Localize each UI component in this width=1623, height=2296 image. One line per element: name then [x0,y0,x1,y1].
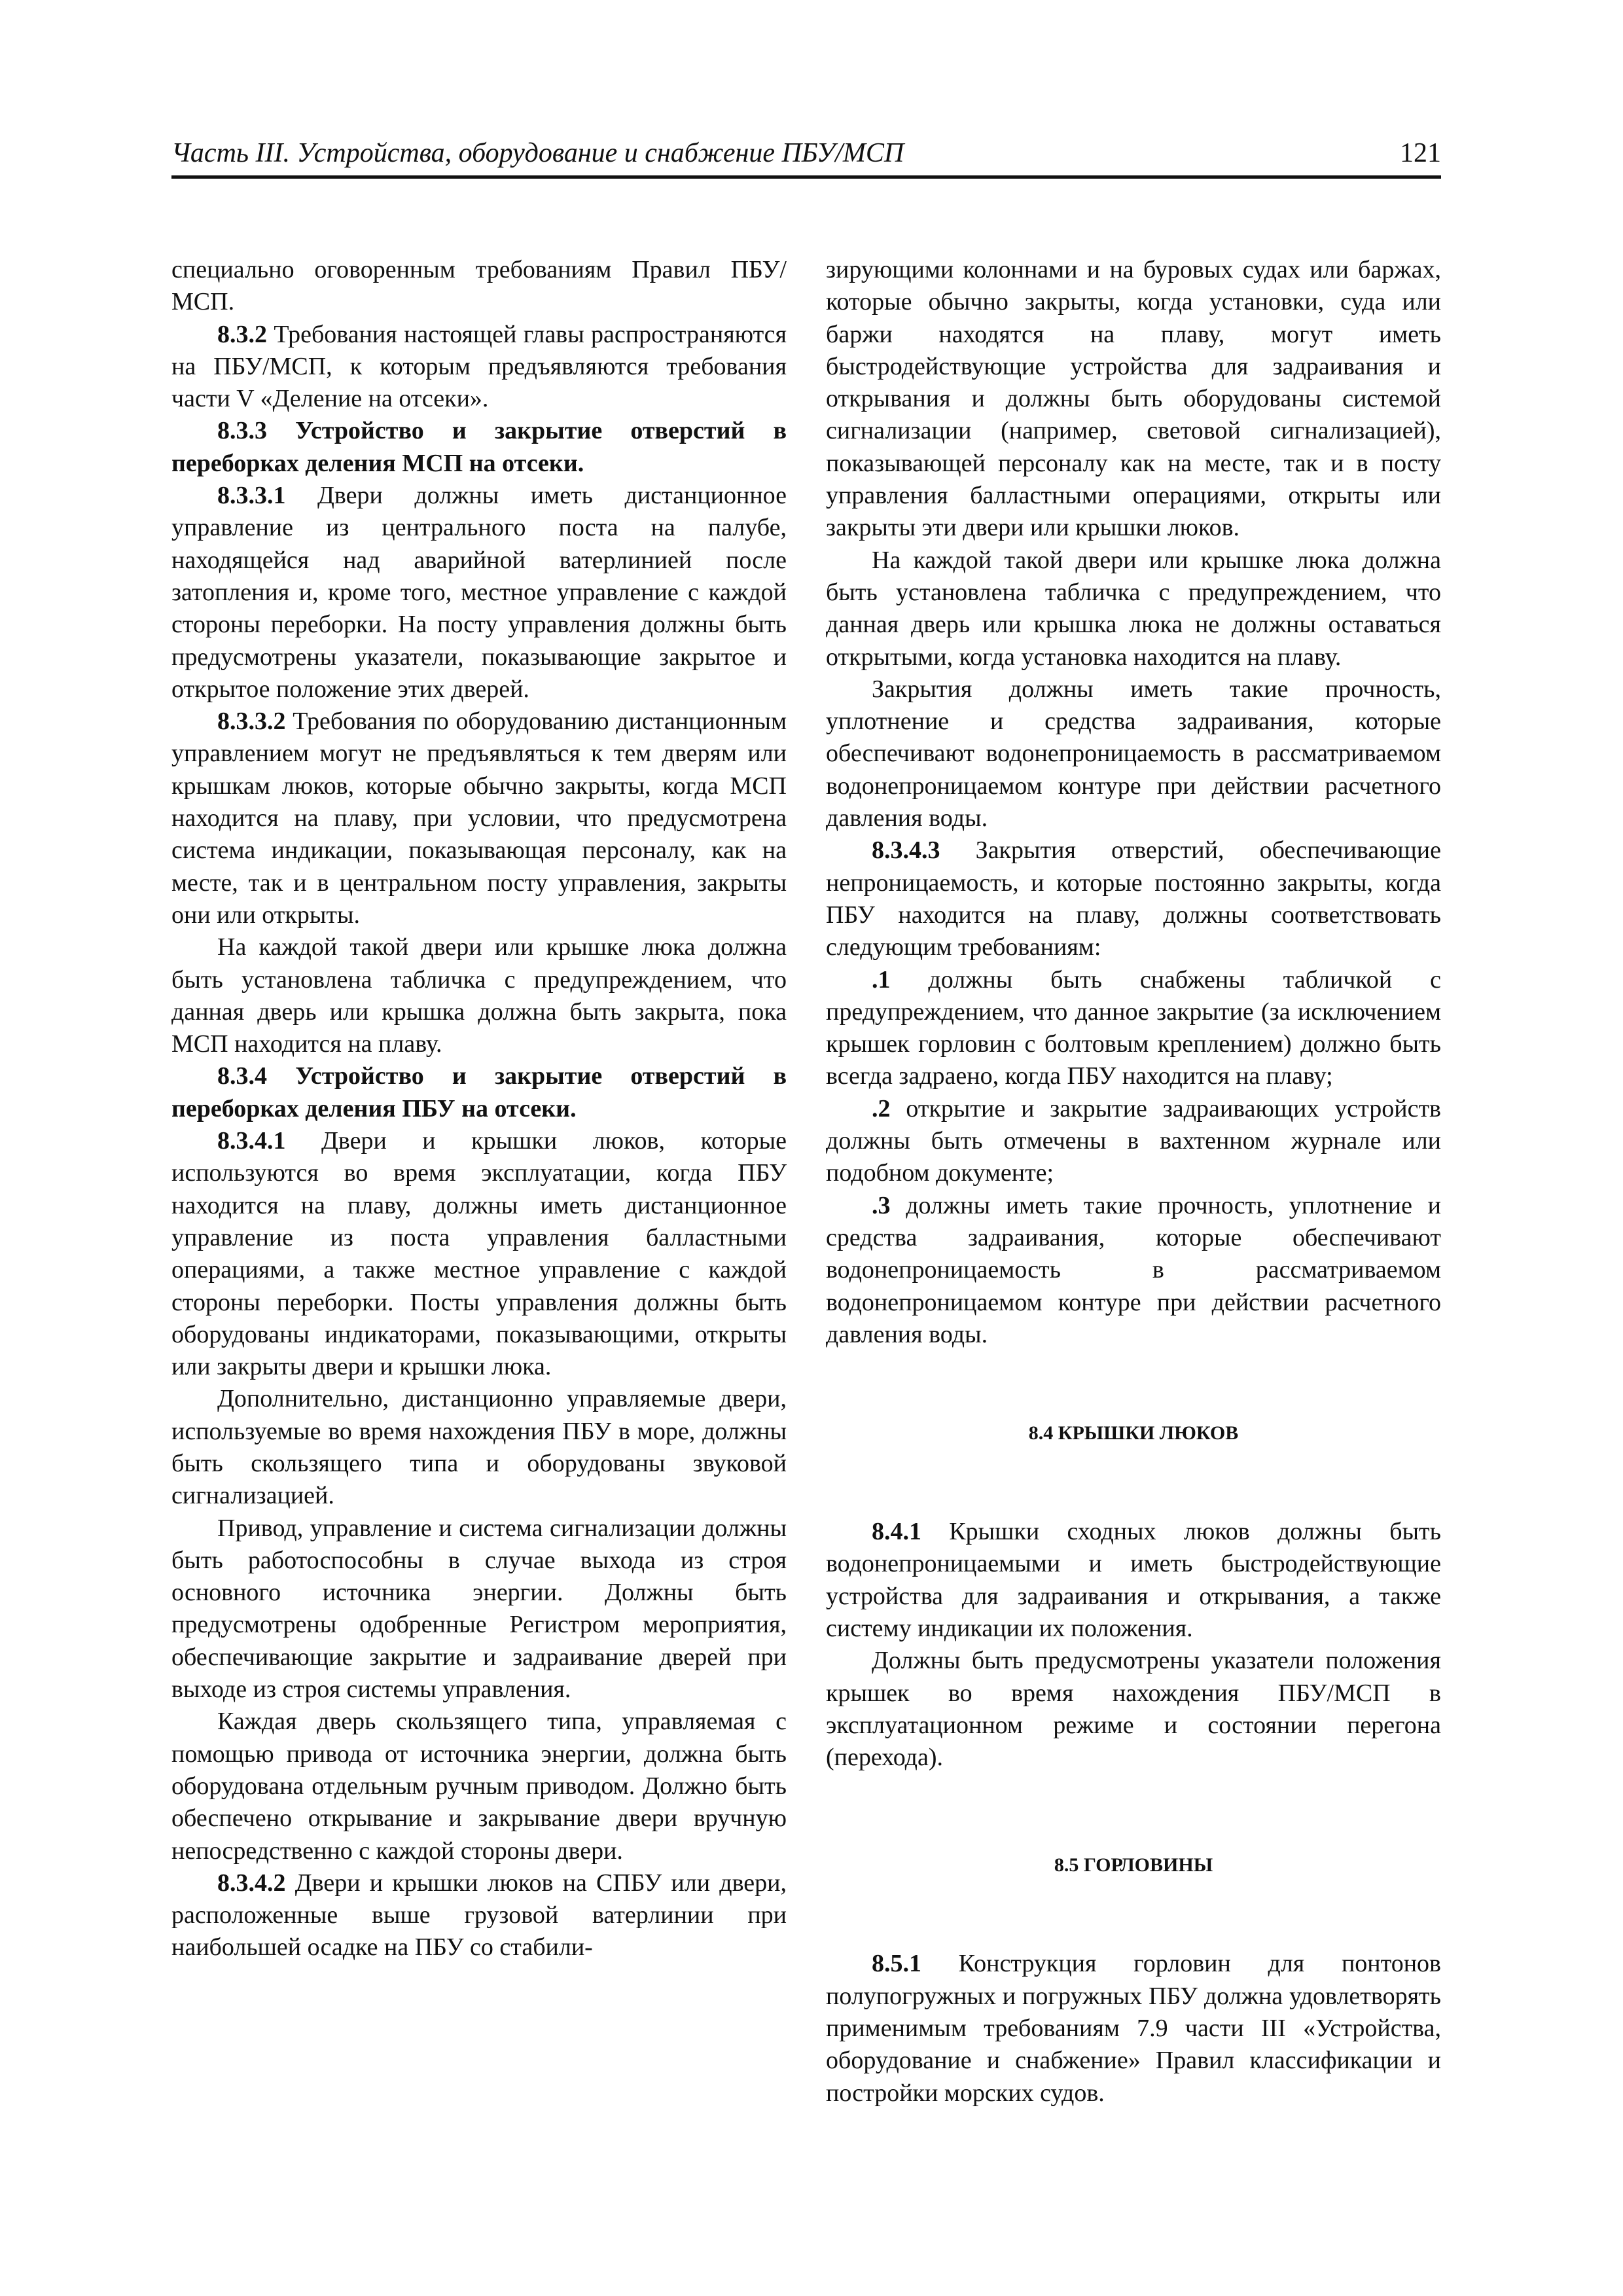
section-heading-8-4: 8.4 КРЫШКИ ЛЮКОВ [1028,1422,1239,1444]
list-item [826,1093,1441,1190]
paragraph-8-3-4-1 [171,1125,787,1383]
section-heading-text: 8.3.3 Устройство и закрытие отверстий в переборках деления МСП на отсеки. [171,417,787,477]
clause-number: 8.3.4.1 [217,1127,286,1155]
paragraph-text: Двери должны иметь дистанционное управление из центрального поста на палубе, находящейся над аварийной ватерлинией после затопления и, кроме того, местное управление с каждой стороны переборки. На посту управления должны быть предусмотрены указатели, показывающие закрытое и открытое положение этих дверей. [171,482,787,703]
section-heading-8-5: 8.5 ГОРЛОВИНЫ [1054,1854,1213,1876]
paragraph: Каждая дверь скользящего типа, управляемая с помощью привода от источника энергии, должна быть оборудована отдельным ручным приводом. Должно быть обеспечено открывание и закрывание двери вручную непосредственно с каждой стороны двери. [171,1708,787,1865]
spacer [826,1774,1441,1851]
paragraph-text: Двери и крышки люков, которые используются во время эксплуатации, когда ПБУ находится на плаву, должны иметь дистанционное управление из поста управления балластными операциями, а также местное управление с каждой стороны переборки. Посты управления должны быть оборудованы индикаторами, показывающими, открыты или закрыты двери и крышки люка. [171,1127,787,1381]
list-item-text: должны иметь такие прочность, уплотнение и средства задраивания, которые обеспечивают водонепроницаемость в рассматриваемом водонепроницаемом контуре при действии расчетного давления воды. [826,1191,1441,1348]
clause-number: 8.5.1 [872,1950,921,1978]
paragraph: зирующими колоннами и на буровых судах или баржах, которые обычно закрыты, когда установки, суда или баржи находятся на плаву, могут иметь быстродействующие устройства для задраивания и открывания и должны быть оборудованы системой сигнализации (например, световой сигнализацией), показывающей персоналу как на месте, так и в посту управления балластными операциями, открыты или закрыты эти двери или крышки люков. [826,256,1441,542]
clause-number: 8.3.4.3 [872,836,940,865]
right-column [826,254,1441,2109]
paragraph-text: Требования настоящей главы распространяются на ПБУ/МСП, к которым предъявляются требования части V «Деление на отсеки». [171,320,787,413]
paragraph: На каждой такой двери или крышке люка должна быть установлена табличка с предупреждением, что данная дверь или крышка должна быть закрыта, пока МСП находится на плаву. [171,933,787,1058]
list-item-text: должны быть снабжены табличкой с предупреждением, что данное закрытие (за исключением крышек горловин с болтовым креплением) должно быть всегда задраено, когда ПБУ находится на плаву; [826,965,1441,1090]
left-column [171,254,787,1964]
clause-number: 8.4.1 [872,1518,921,1546]
paragraph: Закрытия должны иметь такие прочность, уплотнение и средства задраивания, которые обеспечивают водонепроницаемость в рассматриваемом водонепроницаемом контуре при действии расчетного давления воды. [826,675,1441,833]
running-header [171,135,1441,179]
list-item-number: .1 [872,965,891,994]
paragraph-text: Требования по оборудованию дистанционным управлением могут не предъявляться к тем дверям или крышкам люков, которые обычно закрыты, когда МСП находится на плаву, при условии, что предусмотрена система индикации, показывающая персоналу, как на месте, так и в центральном посту управления, закрыты они или открыты. [171,708,787,929]
spacer [826,1880,1441,1948]
paragraph-8-3-3-1 [171,480,787,706]
header-title: Часть III. Устройства, оборудование и снабжение ПБУ/МСП [171,138,904,168]
clause-number: 8.3.3.2 [217,708,286,736]
section-heading-8-3-3 [171,415,787,480]
paragraph-8-3-4-3 [826,834,1441,963]
paragraph-text: Закрытия отверстий, обеспечивающие непроницаемость, и которые постоянно закрыты, когда ПБУ находится на плаву, должны соответствовать следующим требованиям: [826,836,1441,961]
paragraph: Привод, управление и система сигнализации должны быть работоспособны в случае выхода из строя основного источника энергии. Должны быть предусмотрены одобренные Регистром мероприятия, обеспечивающие закрытие и задраивание дверей при выходе из строя системы управления. [171,1514,787,1704]
clause-number: 8.3.4.2 [217,1869,286,1897]
list-item-number: .2 [872,1094,891,1122]
section-heading-8-3-4 [171,1060,787,1125]
list-item-number: .3 [872,1191,891,1219]
spacer [826,1448,1441,1516]
paragraph: На каждой такой двери или крышке люка должна быть установлена табличка с предупреждением, что данная дверь или крышка люка не должны оставаться открытыми, когда установка находится на плаву. [826,546,1441,671]
paragraph-8-3-3-2 [171,706,787,931]
section-heading-text: 8.3.4 Устройство и закрытие отверстий в переборках деления ПБУ на отсеки. [171,1062,787,1122]
paragraph-text: Крышки сходных люков должны быть водонепроницаемыми и иметь быстродействующие устройства для задраивания и открывания, а также систему индикации их положения. [826,1518,1441,1642]
list-item [826,964,1441,1093]
paragraph-8-3-4-2 [171,1867,787,1964]
paragraph: Дополнительно, дистанционно управляемые двери, используемые во время нахождения ПБУ в море, должны быть скользящего типа и оборудованы звуковой сигнализацией. [171,1385,787,1510]
paragraph: специально оговоренным требованиям Правил ПБУ/МСП. [171,256,787,316]
paragraph-text: Двери и крышки люков на СПБУ или двери, расположенные выше грузовой ватерлинии при наибольшей осадке на ПБУ со стабили- [171,1869,787,1962]
paragraph-text: Конструкция горловин для понтонов полупогружных и погружных ПБУ должна удовлетворять применимым требованиям 7.9 части III «Устройства, оборудование и снабжение» Правил классификации и постройки морских судов. [826,1950,1441,2107]
paragraph-8-4-1 [826,1516,1441,1645]
paragraph-8-3-2 [171,319,787,416]
page-number: 121 [1400,138,1441,168]
paragraph-8-5-1 [826,1948,1441,2109]
list-item-text: открытие и закрытие задраивающих устройств должны быть отмечены в вахтенном журнале или подобном документе; [826,1094,1441,1187]
paragraph: Должны быть предусмотрены указатели положения крышек во время нахождения ПБУ/МСП в эксплуатационном режиме и состоянии перегона (перехода). [826,1647,1441,1772]
clause-number: 8.3.2 [217,320,267,348]
clause-number: 8.3.3.1 [217,482,286,510]
list-item [826,1190,1441,1351]
spacer [826,1351,1441,1419]
